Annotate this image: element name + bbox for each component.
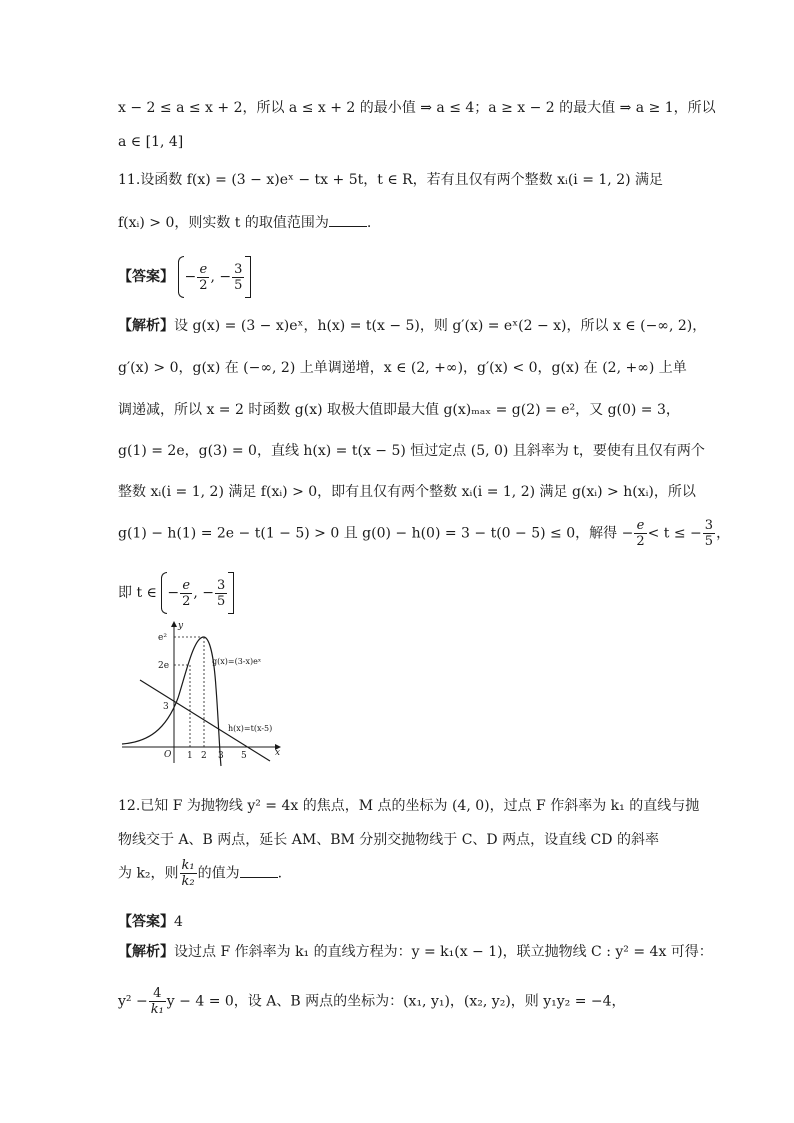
tick-x1: 1 — [187, 751, 193, 761]
answer-blank-12 — [240, 863, 278, 878]
solution-11-line-7: 即 t ∈ − $\frac{e}{2}$ , − $\frac{3}{5}$ — [118, 572, 234, 614]
question-11-line-1: 11.设函数 f(x) = (3 − x)eˣ − tx + 5t，t ∈ R，若有且仅有两个整数 xᵢ(i = 1, 2) 满足 — [118, 172, 664, 188]
tick-3: 3 — [163, 702, 169, 712]
answer-12: 【答案】4 — [118, 914, 183, 930]
h-line — [140, 680, 273, 761]
question-12-line-1: 12.已知 F 为抛物线 y² = 4x 的焦点，M 点的坐标为 (4, 0)，过点 F 作斜率为 k₁ 的直线与抛 — [118, 798, 700, 814]
question-11-line-2: f(xᵢ) > 0，则实数 t 的取值范围为 . — [118, 212, 371, 233]
x-axis-label: x — [275, 748, 281, 758]
origin-label: O — [164, 750, 172, 760]
text-line-1: x − 2 ≤ a ≤ x + 2，所以 a ≤ x + 2 的最小值 ⇒ a ≤ 4；a ≥ x − 2 的最大值 ⇒ a ≥ 1，所以 — [118, 100, 716, 116]
solution-11-line-1: 【解析】设 g(x) = (3 − x)eˣ，h(x) = t(x − 5)，则 g′(x) = eˣ(2 − x)，所以 x ∈ (−∞, 2)， — [118, 318, 707, 334]
text-line-2: a ∈ [1, 4] — [118, 134, 184, 150]
question-12-line-3: 为 k₂，则 $\frac{\text{k₁}}{\text{k₂}}$ 的值为 . — [118, 858, 283, 889]
answer-tag: 【答案】 — [118, 269, 174, 285]
tick-e2: e² — [158, 633, 167, 643]
tick-x3: 3 — [218, 751, 224, 761]
tick-x2: 2 — [201, 751, 207, 761]
question-11-text: f(xᵢ) > 0，则实数 t 的取值范围为 — [118, 215, 329, 231]
solution-tag: 【解析】 — [118, 318, 174, 334]
question-12-line-2: 物线交于 A、B 两点，延长 AM、BM 分别交抛物线于 C、D 两点，设直线 CD 的斜率 — [118, 832, 659, 848]
function-graph — [118, 618, 288, 768]
g-label: g(x)=(3-x)eˣ — [212, 657, 262, 666]
answer-blank — [329, 212, 367, 227]
h-label: h(x)=t(x-5) — [228, 724, 273, 733]
solution-11-line-4: g(1) = 2e，g(3) = 0，直线 h(x) = t(x − 5) 恒过定点 (5, 0) 且斜率为 t，要使有且仅有两个 — [118, 443, 705, 459]
answer-11: 【答案】 − $\frac{e}{2}$ , − $\frac{3}{5}$ — [118, 256, 251, 298]
solution-11-line-3: 调递减，所以 x = 2 时函数 g(x) 取极大值即最大值 g(x)ₘₐₓ = g(2) = e²，又 g(0) = 3， — [118, 402, 680, 418]
solution-tag-12: 【解析】 — [118, 944, 174, 960]
solution-11-line-6: g(1) − h(1) = 2e − t(1 − 5) > 0 且 g(0) − h(0) = 3 − t(0 − 5) ≤ 0，解得 − $\frac{e}{2}$ < t ≤ − $\frac{3}{5}$ ， — [118, 518, 731, 549]
solution-11-line-5: 整数 xᵢ(i = 1, 2) 满足 f(xᵢ) > 0，即有且仅有两个整数 xᵢ(i = 1, 2) 满足 g(xᵢ) > h(xᵢ)，所以 — [118, 484, 696, 500]
solution-12-line-1: 【解析】设过点 F 作斜率为 k₁ 的直线方程为：y = k₁(x − 1)，联立抛物线 C : y² = 4x 可得： — [118, 944, 713, 960]
y-axis-label: y — [178, 621, 184, 631]
solution-11-line-2: g′(x) > 0，g(x) 在 (−∞, 2) 上单调递增，x ∈ (2, +∞)，g′(x) < 0，g(x) 在 (2, +∞) 上单 — [118, 360, 687, 376]
answer-tag-12: 【答案】 — [118, 914, 174, 930]
tick-x5: 5 — [241, 751, 247, 761]
solution-12-line-2: y² − $\frac{4}{\text{k₁}}$ y − 4 = 0，设 A、B 两点的坐标为：(x₁, y₁)，(x₂, y₂)，则 y₁y₂ = −4， — [118, 986, 626, 1017]
tick-2e: 2e — [158, 661, 170, 671]
